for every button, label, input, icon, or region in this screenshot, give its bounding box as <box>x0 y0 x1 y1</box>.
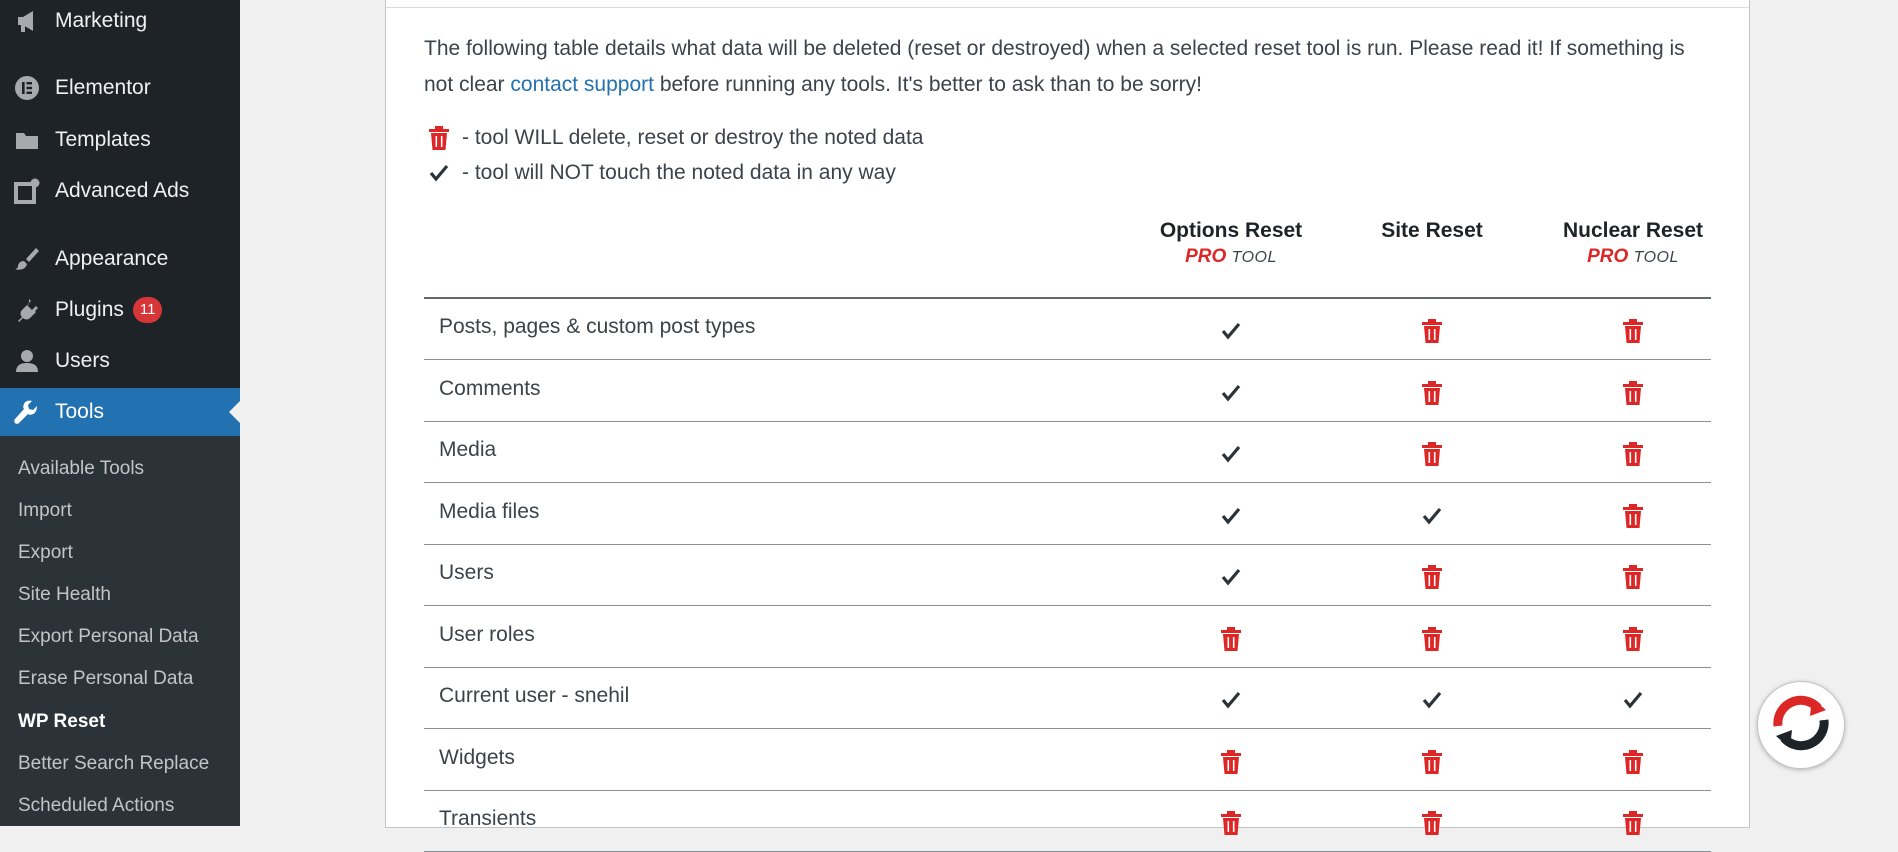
trash-icon <box>1417 379 1447 407</box>
row-label: Media files <box>439 499 540 523</box>
advanced-ads-icon <box>13 177 41 205</box>
trash-icon <box>1417 563 1447 591</box>
checkmark-icon <box>424 164 454 182</box>
sidebar-item-templates[interactable] <box>0 115 240 165</box>
table-row <box>424 730 1711 791</box>
trash-icon <box>1216 748 1246 776</box>
sidebar-item-elementor[interactable] <box>0 63 240 113</box>
trash-icon <box>1618 748 1648 776</box>
legend-keep-text: - tool will NOT touch the noted data in any way <box>462 161 896 184</box>
sidebar-item-label: Advanced Ads <box>55 179 190 202</box>
sidebar-item-marketing[interactable] <box>0 0 240 46</box>
checkmark-icon <box>1216 563 1246 591</box>
trash-icon <box>1417 809 1447 837</box>
sidebar-item-label: Marketing <box>55 9 148 32</box>
tool-label: TOOL <box>1231 249 1277 266</box>
checkmark-icon <box>1216 317 1246 345</box>
row-label: Current user - snehil <box>439 684 630 707</box>
tool-label: TOOL <box>1633 249 1679 266</box>
elementor-icon <box>13 74 41 102</box>
wrench-icon <box>13 398 41 426</box>
trash-icon <box>1216 625 1246 653</box>
intro-text-part: The following table details what data will be deleted (reset or destroyed) when a selected reset tool is run. Please read it! If something is not clear <box>424 37 1685 96</box>
trash-icon <box>1618 502 1648 530</box>
submenu-available-tools[interactable]: Available Tools <box>18 458 145 479</box>
trash-icon <box>1618 379 1648 407</box>
checkmark-icon <box>1216 379 1246 407</box>
table-row <box>424 607 1711 668</box>
submenu-scheduled-actions[interactable]: Scheduled Actions <box>18 795 175 816</box>
table-row <box>424 791 1711 852</box>
pro-label: PRO <box>1185 246 1227 267</box>
content-panel <box>385 0 1750 828</box>
table-row <box>424 545 1711 606</box>
column-title: Site Reset <box>1381 219 1483 242</box>
row-label: Posts, pages & custom post types <box>439 315 756 338</box>
user-icon <box>13 347 41 375</box>
column-header-nuclear-reset <box>1533 219 1733 268</box>
row-label: Transients <box>439 807 537 830</box>
tools-submenu <box>0 436 240 826</box>
submenu-export[interactable]: Export <box>18 542 73 563</box>
sidebar-item-label: Tools <box>55 400 105 423</box>
megaphone-icon <box>13 7 41 35</box>
submenu-erase-personal-data[interactable]: Erase Personal Data <box>18 668 194 689</box>
sidebar-item-label: Plugins <box>55 298 124 321</box>
row-label: Widgets <box>439 745 515 769</box>
intro-text-part: before running any tools. It's better to ask than to be sorry! <box>653 73 1202 96</box>
plugin-update-badge: 11 <box>133 297 163 323</box>
legend-keep <box>424 161 896 185</box>
row-label: User roles <box>439 622 535 646</box>
folder-icon <box>13 126 41 154</box>
pro-tool-label <box>1533 246 1733 268</box>
sidebar-item-advanced-ads[interactable] <box>0 166 240 216</box>
submenu-import[interactable]: Import <box>18 500 72 521</box>
trash-icon <box>1417 440 1447 468</box>
checkmark-icon <box>1618 686 1648 714</box>
row-label: Users <box>439 561 494 584</box>
contact-support-link[interactable]: contact support <box>510 73 654 96</box>
sidebar-item-appearance[interactable] <box>0 234 240 284</box>
trash-icon <box>1417 317 1447 345</box>
plugin-icon <box>13 296 41 324</box>
table-row <box>424 299 1711 360</box>
trash-icon <box>1618 440 1648 468</box>
trash-icon <box>1618 809 1648 837</box>
table-row <box>424 668 1711 729</box>
trash-icon <box>1618 625 1648 653</box>
sidebar-item-plugins[interactable] <box>0 285 240 335</box>
trash-icon <box>1417 625 1447 653</box>
column-title: Nuclear Reset <box>1562 219 1704 242</box>
sidebar-item-label: Templates <box>55 128 151 151</box>
trash-icon <box>1216 809 1246 837</box>
submenu-wp-reset[interactable]: WP Reset <box>18 711 106 732</box>
pro-tool-label <box>1131 246 1331 268</box>
legend-delete <box>424 126 924 150</box>
table-row <box>424 484 1711 545</box>
paintbrush-icon <box>13 245 41 273</box>
wp-reset-floating-button[interactable] <box>1757 681 1845 769</box>
admin-sidebar <box>0 0 240 826</box>
row-label: Comments <box>439 376 541 400</box>
sidebar-item-tools[interactable] <box>0 388 240 436</box>
sidebar-item-label: Users <box>55 349 110 372</box>
trash-icon <box>1618 317 1648 345</box>
intro-text <box>424 31 1704 103</box>
column-header-options-reset <box>1131 219 1331 268</box>
table-row <box>424 361 1711 422</box>
submenu-export-personal-data[interactable]: Export Personal Data <box>18 626 199 647</box>
row-label: Media <box>439 438 497 461</box>
trash-icon <box>1618 563 1648 591</box>
column-header-site-reset <box>1332 219 1532 243</box>
checkmark-icon <box>1216 686 1246 714</box>
submenu-site-health[interactable]: Site Health <box>18 584 111 605</box>
trash-icon <box>424 126 454 150</box>
divider <box>386 7 1749 8</box>
sidebar-item-users[interactable] <box>0 336 240 386</box>
submenu-better-search-replace[interactable]: Better Search Replace <box>18 753 210 774</box>
checkmark-icon <box>1216 440 1246 468</box>
legend-delete-text: - tool WILL delete, reset or destroy the noted data <box>462 126 924 149</box>
pro-label: PRO <box>1587 246 1629 267</box>
reset-sync-icon <box>1768 690 1834 761</box>
sidebar-item-label: Elementor <box>55 76 151 99</box>
sidebar-item-label: Appearance <box>55 247 169 270</box>
column-title: Options Reset <box>1159 219 1303 242</box>
checkmark-icon <box>1417 502 1447 530</box>
checkmark-icon <box>1417 686 1447 714</box>
table-row <box>424 422 1711 483</box>
trash-icon <box>1417 748 1447 776</box>
checkmark-icon <box>1216 502 1246 530</box>
